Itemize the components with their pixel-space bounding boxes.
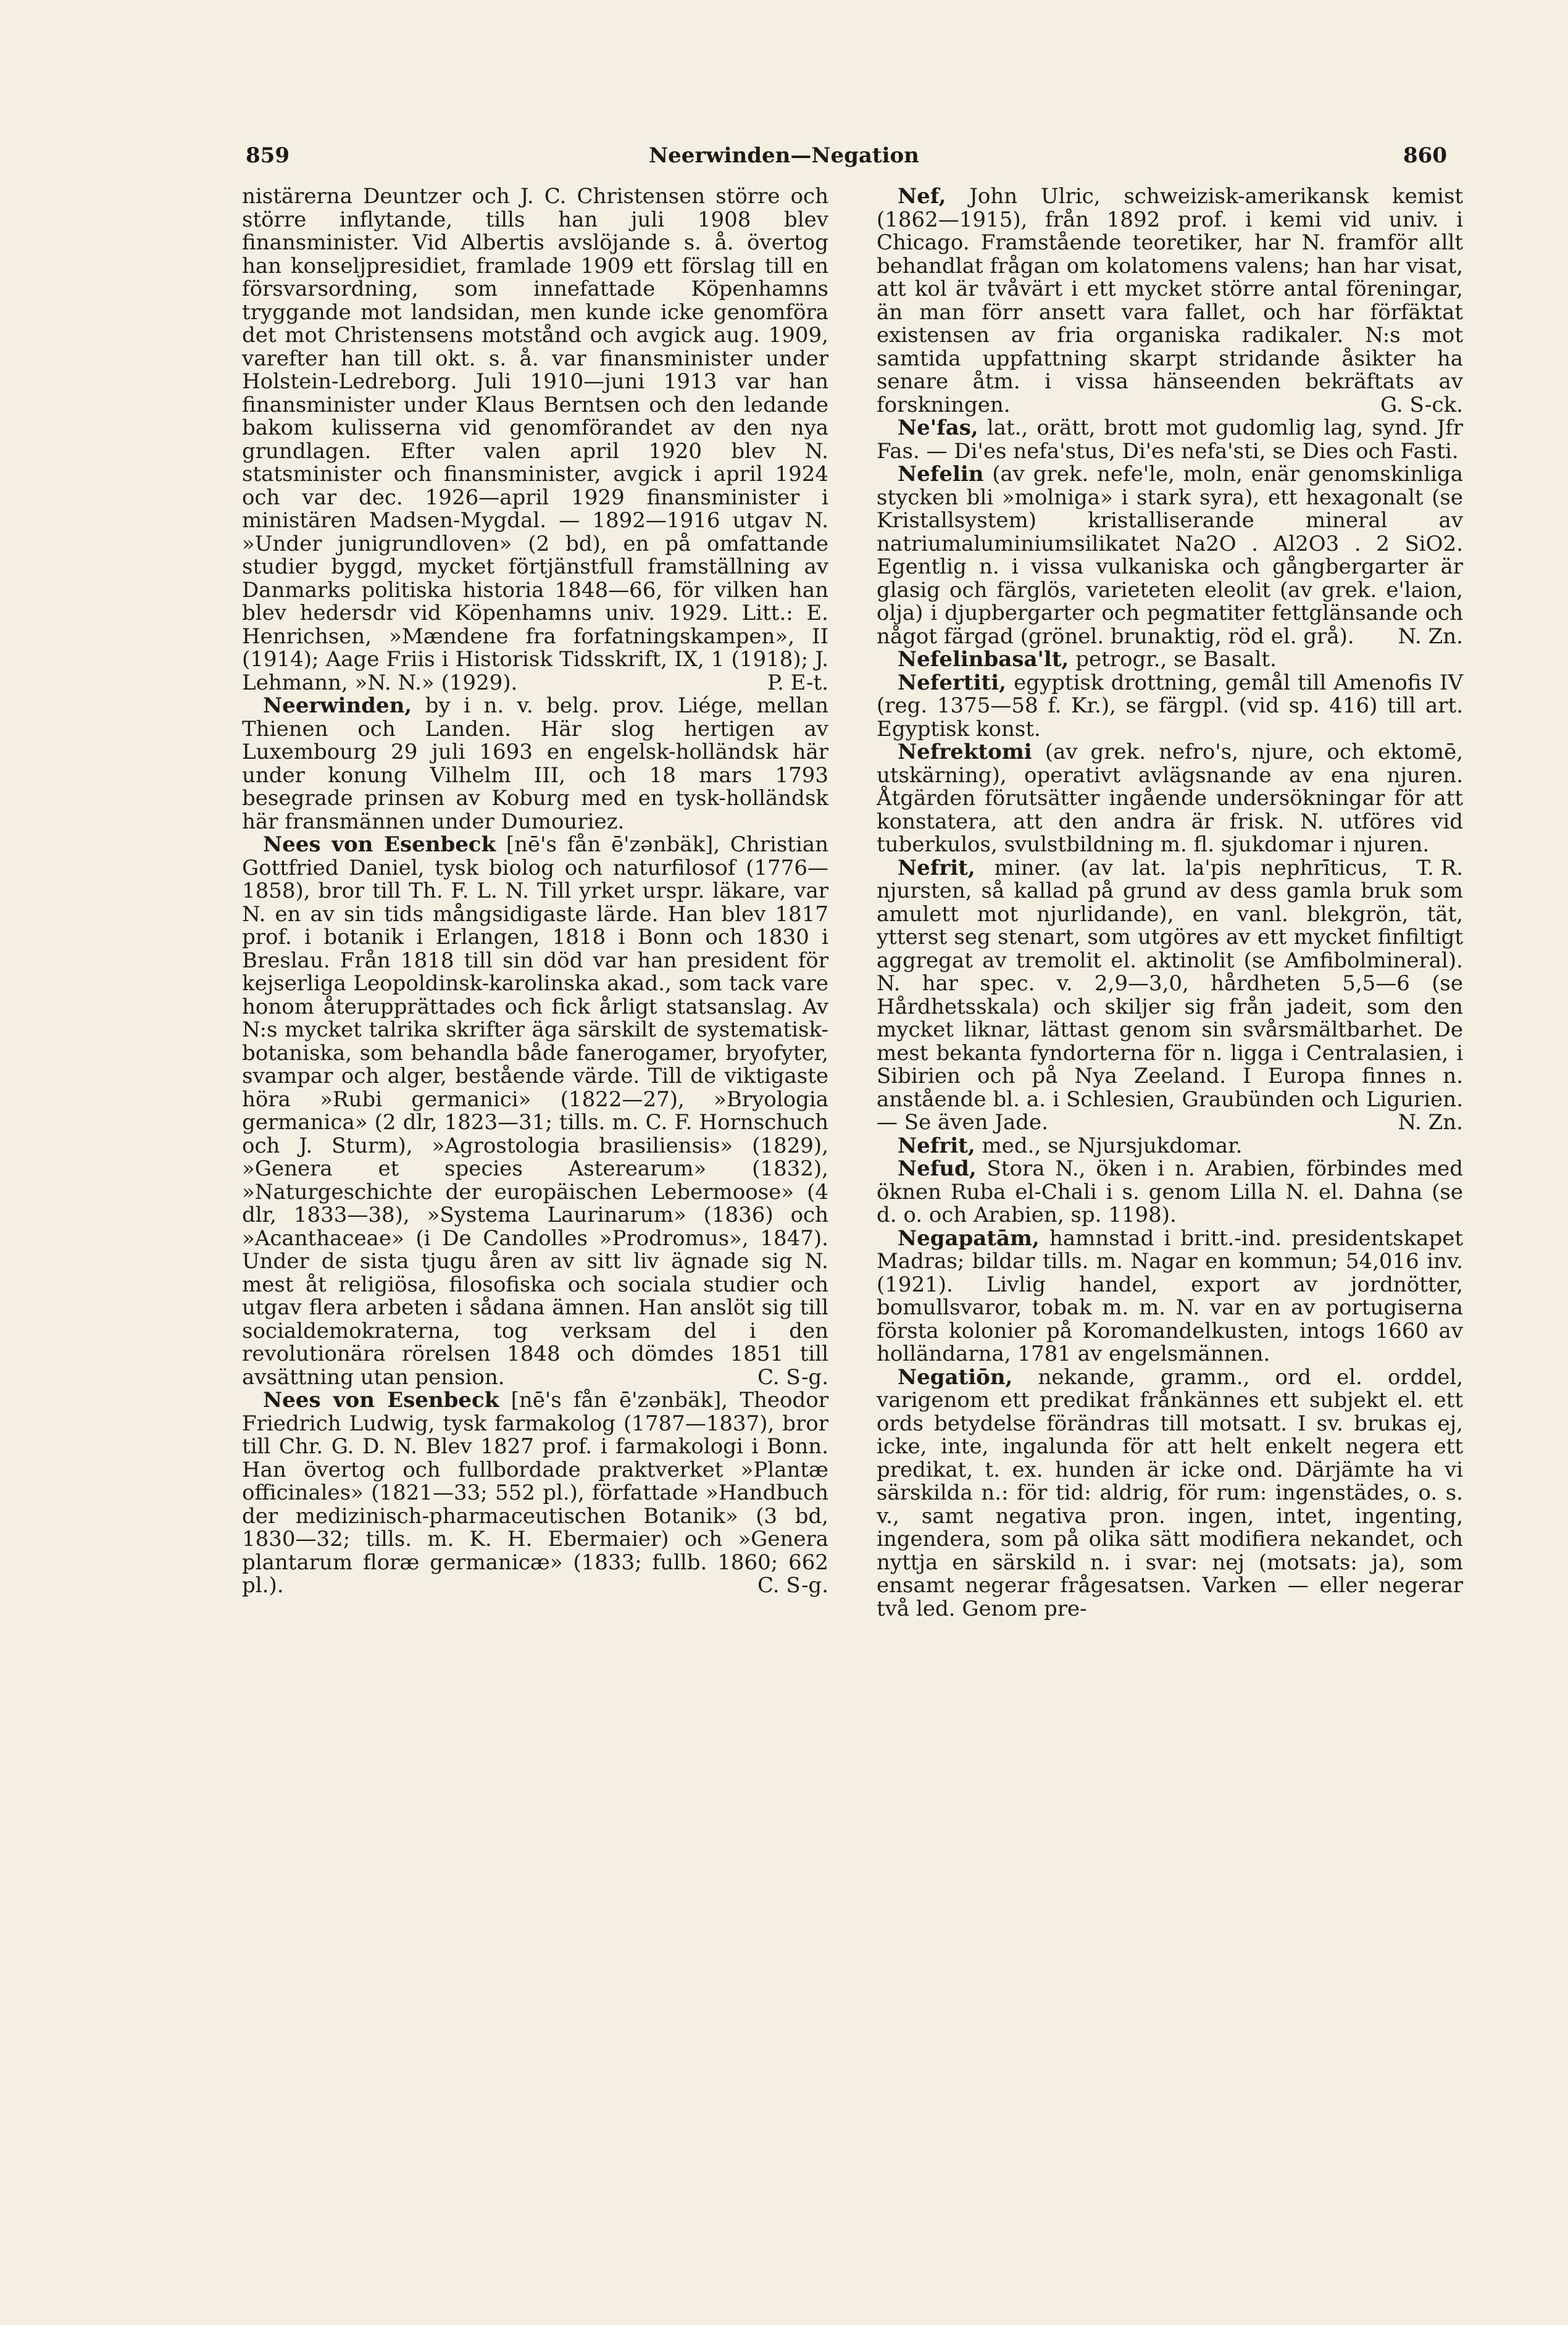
entry-text: nistärerna Deuntzer och J. C. Christensen större och större inflytande, tills han juli 1908 blev finansminister. Vid Albertis avslöjande s. å. övertog han konseljpresidiet, framlade 1909 ett förslag till en försvarsordning, som innefattade Köpenhamns tryggande mot landsidan, men kunde icke genomföra det mot Christensens motstånd och avgick aug. 1909, varefter han till okt. s. å. var finansminister under Holstein-Ledreborg. Juli 1910—juni 1913 var han finansminister under Klaus Berntsen och den ledande bakom kulisserna vid genomförandet av den nya grundlagen. Efter valen april 1920 blev N. statsminister och finansminister, avgick i april 1924 och var dec. 1926—april 1929 finansminister i ministären Madsen-Mygdal. — 1892—1916 utgav N. »Under junigrundloven» (2 bd), en på omfattande studier byggd, mycket förtjänstfull framställning av Danmarks politiska historia 1848—66, för vilken han blev hedersdr vid Köpenhamns univ. 1929. Litt.: E. Henrichsen, »Mændene fra forfatningskampen», II (1914); Aage Friis i Historisk Tidsskrift, IX, 1 (1918); J. Lehmann, »N. N.» (1929). <box>242 184 828 695</box>
entry-text: med., se Njursjukdomar. <box>982 1133 1243 1158</box>
entry-headword: Negatiōn, <box>898 1364 1013 1390</box>
entry-text: miner. (av lat. la'pis nephrīticus, njursten, så kallad på grund av dess gamla bruk som amulett mot njurlidande), en vanl. blekgrön, tät, ytterst seg stenart, som utgöres av ett mycket finfiltigt aggregat av tremolit el. aktinolit (se Amfibolmineral). N. har spec. v. 2,9—3,0, hårdheten 5,5—6 (se Hårdhetsskala) och skiljer sig från jadeit, som den mycket liknar, lättast genom sin svårsmältbarhet. De mest bekanta fyndorterna för n. ligga i Centralasien, i Sibirien och på Nya Zeeland. I Europa finnes n. anstående bl. a. i Schlesien, Graubünden och Ligurien. — Se även Jade. <box>877 855 1463 1135</box>
left-column <box>242 185 828 1598</box>
entry-headword: Nefelinbasa'lt, <box>898 647 1069 672</box>
article-entry <box>877 185 1463 417</box>
entry-headword: Nefrit, <box>898 1133 975 1158</box>
author-signature: G. S-ck. <box>1380 392 1463 417</box>
article-entry <box>877 417 1463 463</box>
article-entry <box>877 1135 1463 1158</box>
author-signature: N. Zn. <box>1398 624 1463 649</box>
left-page-number: 859 <box>246 143 290 168</box>
entry-headword: Negapatām, <box>898 1225 1040 1251</box>
author-signature: P. E-t. <box>767 670 828 695</box>
entry-text: lat., orätt, brott mot gudomlig lag, synd. Jfr Fas. — Di'es nefa'stus, Di'es nefa'sti, se Dies och Fasti. <box>877 415 1463 464</box>
article-entry <box>242 695 828 833</box>
article-entry <box>877 1227 1463 1366</box>
article-entry <box>877 1366 1463 1621</box>
right-column <box>877 185 1463 1621</box>
author-signature: C. S-g. <box>757 1364 828 1390</box>
entry-headword: Neerwinden, <box>263 693 412 718</box>
article-entry <box>877 672 1463 741</box>
article-entry <box>242 1389 828 1598</box>
entry-text: (av grek. nefro's, njure, och ektomē, utskärning), operativt avlägsnande av ena njuren. Åtgärden förutsätter ingående undersökningar för att konstatera, att den andra är frisk. N. utföres vid tuberkulos, svulstbildning m. fl. sjukdomar i njuren. <box>877 740 1464 857</box>
article-entry <box>877 857 1463 1135</box>
entry-headword: Nef, <box>898 184 946 209</box>
article-entry <box>877 1158 1463 1227</box>
entry-text: John Ulric, schweizisk-amerikansk kemist (1862—1915), från 1892 prof. i kemi vid univ. i Chicago. Framstående teoretiker, har N. framför allt behandlat frågan om kolatomens valens; han har visat, att kol är tvåvärt i ett mycket större antal föreningar, än man förr ansett vara fallet, och har förfäktat existensen av fria organiska radikaler. N:s mot samtida uppfattning skarpt stridande åsikter ha senare åtm. i vissa hänseenden bekräftats av forskningen. <box>877 184 1463 417</box>
entry-headword: Ne'fas, <box>898 415 978 440</box>
entry-text: hamnstad i britt.-ind. presidentskapet Madras; bildar tills. m. Nagar en kommun; 54,016 inv. (1921). Livlig handel, export av jordnötter, bomullsvaror, tobak m. m. N. var en av portugiserna första kolonier på Koromandelkusten, intogs 1660 av holländarna, 1781 av engelsmännen. <box>877 1225 1463 1366</box>
entry-text: by i n. v. belg. prov. Liége, mellan Thienen och Landen. Här slog hertigen av Luxembourg 29 juli 1693 en engelsk-holländsk här under konung Vilhelm III, och 18 mars 1793 besegrade prinsen av Koburg med en tysk-holländsk här fransmännen under Dumouriez. <box>242 693 828 834</box>
entry-headword: Nefelin <box>898 462 984 486</box>
entry-text: [nē's fån ē'zənbäk], Theodor Friedrich Ludwig, tysk farmakolog (1787—1837), bror till Chr. G. D. N. Blev 1827 prof. i farmakologi i Bonn. Han övertog och fullbordade praktverket »Plantæ officinales» (1821—33; 552 pl.), författade »Handbuch der medizinisch-pharmaceutischen Botanik» (3 bd, 1830—32; tills. m. K. H. Ebermaier) och »Genera plantarum floræ germanicæ» (1833; fullb. 1860; 662 pl.). <box>242 1388 828 1598</box>
entry-headword: Nefrektomi <box>898 740 1032 764</box>
entry-headword: Nefertiti, <box>898 670 1006 695</box>
entry-text: petrogr., se Basalt. <box>1075 647 1277 672</box>
entry-headword: Nefrit, <box>898 855 975 880</box>
right-page-number: 860 <box>1403 143 1447 168</box>
entry-headword: Nees von Esenbeck <box>263 1388 499 1413</box>
running-title: Neerwinden—Negation <box>649 143 919 168</box>
entry-headword: Nefud, <box>898 1156 977 1181</box>
article-entry <box>242 185 828 695</box>
entry-text: [nē's fån ē'zənbäk], Christian Gottfried Daniel, tysk biolog och naturfilosof (1776—1858), bror till Th. F. L. N. Till yrket urspr. läkare, var N. en av sin tids mångsidigaste lärde. Han blev 1817 prof. i botanik i Erlangen, 1818 i Bonn och 1830 i Breslau. Från 1818 till sin död var han president för kejserliga Leopoldinsk-karolinska akad., som tack vare honom återupprättades och fick årligt statsanslag. Av N:s mycket talrika skrifter äga särskilt de systematisk-botaniska, som behandla både fanerogamer, bryofyter, svampar och alger, bestående värde. Till de viktigaste höra »Rubi germanici» (1822—27), »Bryologia germanica» (2 dlr, 1823—31; tills. m. C. F. Hornschuch och J. Sturm), »Agrostologia brasiliensis» (1829), »Genera et species Asterearum» (1832), »Naturgeschichte der europäischen Lebermoose» (4 dlr, 1833—38), »Systema Laurinarum» (1836) och »Acanthaceae» (i De Candolles »Prodromus», 1847). Under de sista tjugu åren av sitt liv ägnade sig N. mest åt religiösa, filosofiska och sociala studier och utgav flera arbeten i sådana ämnen. Han anslöt sig till socialdemokraterna, tog verksam del i den revolutionära rörelsen 1848 och dömdes 1851 till avsättning utan pension. <box>242 832 828 1390</box>
author-signature: C. S-g. <box>757 1573 828 1598</box>
entry-text: (av grek. nefe'le, moln, enär genomskinliga stycken bli »molniga» i stark syra), ett hexagonalt (se Kristallsystem) kristalliserande mineral av natriumaluminiumsilikatet Na2O . Al2O3 . 2 SiO2. Egentlig n. i vissa vulkaniska och gångbergarter är glasig och färglös, varieteten eleolit (av grek. e'laion, olja) i djupbergarter och pegmatiter fettglänsande och något färgad (grönel. brunaktig, röd el. grå). <box>877 462 1463 649</box>
entry-headword: Nees von Esenbeck <box>263 832 496 857</box>
entry-text: egyptisk drottning, gemål till Amenofis IV (reg. 1375—58 f. Kr.), se färgpl. (vid sp. 416) till art. Egyptisk konst. <box>877 670 1463 741</box>
entry-text: nekande, gramm., ord el. orddel, varigenom ett predikat frånkännes ett subjekt el. ett ords betydelse förändras till motsatt. I sv. brukas ej, icke, inte, ingalunda för att helt enkelt negera ett predikat, t. ex. hunden är icke ond. Därjämte ha vi särskilda n.: för tid: aldrig, för rum: ingenstädes, o. s. v., samt negativa pron. ingen, intet, ingenting, ingendera, som på olika sätt modifiera nekandet, och nyttja en särskild n. i svar: nej (motsats: ja), som ensamt negerar frågesatsen. Varken — eller negerar två led. Genom pre- <box>877 1364 1463 1621</box>
article-entry <box>242 833 828 1389</box>
entry-text: Stora N., öken i n. Arabien, förbindes med öknen Ruba el-Chali i s. genom Lilla N. el. Dahna (se d. o. och Arabien, sp. 1198). <box>877 1156 1463 1227</box>
article-entry <box>877 648 1463 672</box>
author-signature: N. Zn. <box>1398 1110 1463 1135</box>
article-entry <box>877 463 1463 648</box>
author-signature: T. R. <box>1416 855 1463 880</box>
